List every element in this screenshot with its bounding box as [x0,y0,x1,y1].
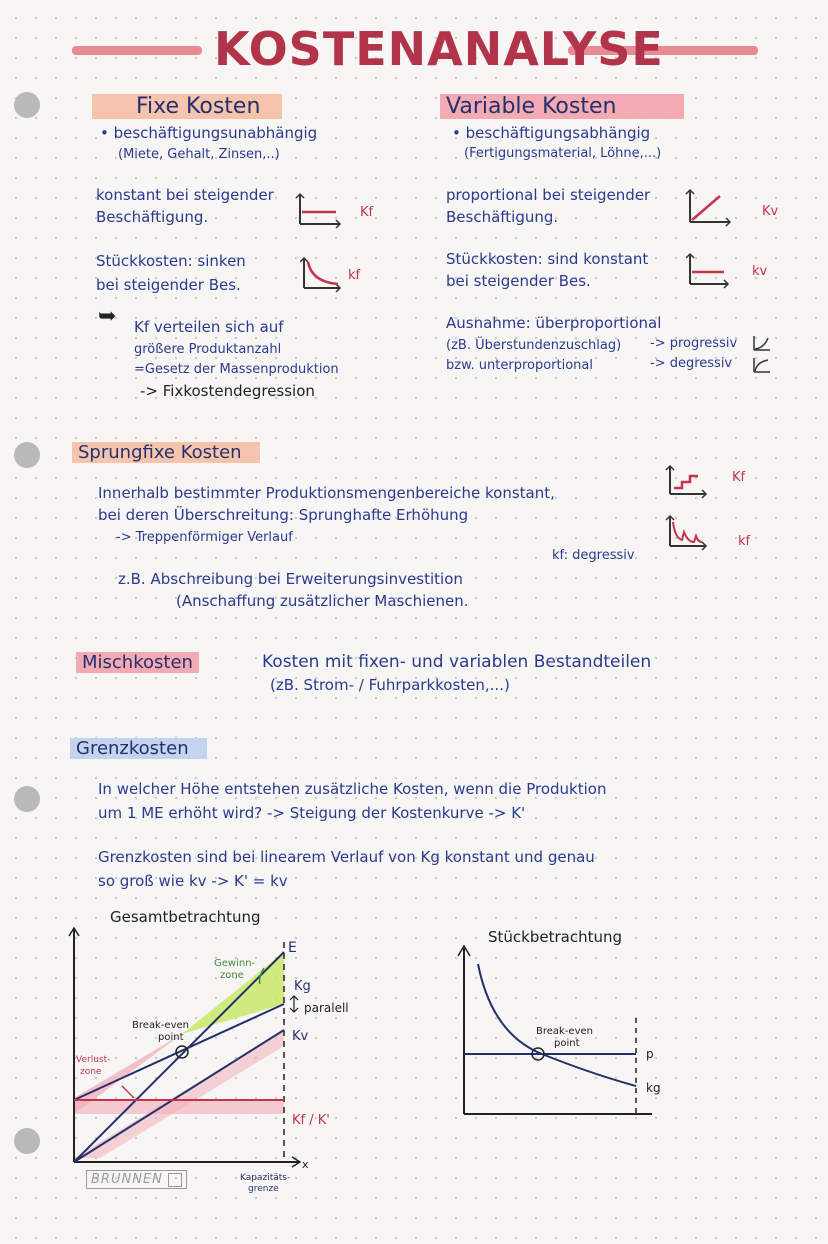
label-gewinn: Gewinn- [214,958,256,969]
stueck-heading: Stückbetrachtung [488,928,623,946]
punch-hole [14,1128,40,1154]
page-title: KOSTENANALYSE [214,22,664,76]
variable-prop-label: Kv [762,204,779,219]
label-kapazitaet2: grenze [248,1184,279,1194]
variable-prop2: Beschäftigung. [446,208,559,226]
variable-ausnahme3b: -> degressiv [650,356,733,371]
grenz-line3: Grenzkosten sind bei linearem Verlauf von Kg konstant und genau [98,848,595,866]
sprungfix-label-kf: Kf [732,470,746,485]
label-breakeven1: Break-even [536,1026,593,1037]
label-kapazitaet1: Kapazitäts- [240,1173,291,1183]
variable-stueck1: Stückkosten: sind konstant [446,250,649,268]
variable-ausnahme2: (zB. Überstundenzuschlag) [446,338,622,353]
label-parallel: paralell [304,1001,349,1015]
variable-prop1: proportional bei steigender [446,186,651,204]
grenz-heading [70,738,207,759]
sprungfix-degressiv: kf: degressiv [552,548,635,563]
misch-label: Mischkosten [76,652,199,673]
fixe-konstant2: Beschäftigung. [96,208,209,226]
fixe-stueck-label: kf [348,268,361,283]
gesamt-diagram [60,918,360,1208]
grenz-line2: um 1 ME erhöht wird? -> Steigung der Kostenkurve -> K' [98,804,526,822]
punch-hole [14,786,40,812]
variable-ausnahme2b: -> progressiv [650,336,738,351]
sprungfix-graph-icon [664,462,716,500]
sprungfix-beispiel1: z.B. Abschreibung bei Erweiterungsinvestition [118,570,463,588]
fixe-note2: größere Produktanzahl [134,342,282,357]
misch-line2: (zB. Strom- / Fuhrparkkosten,...) [270,676,510,694]
sprungfix-heading [72,442,260,463]
fixe-stueck1: Stückkosten: sinken [96,252,246,270]
label-breakeven2: point [158,1032,184,1043]
fixe-kosten-label: Fixe Kosten [92,94,282,119]
label-kg: Kg [294,979,311,994]
variable-kosten-graph-icon [684,186,740,230]
fixe-konstant-label: Kf [360,205,374,220]
fixe-line1: • beschäftigungsunabhängig [100,124,318,142]
fixkosten-graph-icon [296,190,356,230]
label-breakeven1: Break-even [132,1020,189,1031]
variable-ausnahme3: bzw. unterproportional [446,358,593,373]
label-kg: kg [646,1081,661,1095]
label-e: E [288,940,297,956]
stueck-diagram [452,934,672,1124]
sprungfix-label-kf-small: kf [738,534,751,549]
punch-hole [14,442,40,468]
fixe-line2: (Miete, Gehalt, Zinsen,..) [118,147,280,162]
variable-stueck-label: kv [752,264,768,279]
grenz-line1: In welcher Höhe entstehen zusätzliche Kosten, wenn die Produktion [98,780,607,798]
variable-ausnahme1: Ausnahme: überproportional [446,314,662,332]
grenz-line4: so groß wie kv -> K' = kv [98,872,288,890]
label-p: p [646,1047,654,1061]
sprungfix-line1: Innerhalb bestimmter Produktionsmengenbereiche konstant, [98,484,555,502]
brunnen-logo [86,1170,187,1189]
misch-heading [76,652,199,673]
variable-kosten-label: Variable Kosten [440,94,684,119]
gesamt-heading: Gesamtbetrachtung [110,908,261,926]
variable-stueck2: bei steigender Bes. [446,272,591,290]
stueckkosten-curve [478,964,636,1086]
sprungfix-line3: -> Treppenförmiger Verlauf [116,530,293,545]
label-x: x [302,1158,309,1171]
label-zone: zone [220,970,244,981]
fixe-arrow-icon: ➥ [98,304,117,329]
label-verlust1: Verlust- [76,1055,111,1065]
variable-kosten-line [74,1030,284,1162]
variable-line1: • beschäftigungsabhängig [452,124,651,142]
label-verlust2: zone [80,1067,102,1077]
degressiv-graph-icon [752,356,772,374]
misch-line1: Kosten mit fixen- und variablen Bestandteilen [262,652,652,672]
sprungfix-line2: bei deren Überschreitung: Sprunghafte Erhöhung [98,506,469,524]
variable-line2: (Fertigungsmaterial, Löhne,...) [464,146,662,161]
variable-kosten-heading [440,94,684,119]
punch-hole [14,92,40,118]
fixe-note4: -> Fixkostendegression [140,382,315,400]
sprungfix-label: Sprungfixe Kosten [72,442,260,463]
fixe-stueck2: bei steigender Bes. [96,276,241,294]
sprungfix-stueck-graph-icon [664,512,716,552]
stueckvariable-graph-icon [686,250,738,290]
label-kf-k: Kf / K' [292,1113,330,1128]
stueckfixkosten-graph-icon [300,254,350,294]
fixe-kosten-heading [92,94,282,119]
fixe-note3: =Gesetz der Massenproduktion [134,362,339,377]
brunnen-logo-text: BRUNNEN [91,1172,163,1187]
sprungfix-beispiel2: (Anschaffung zusätzlicher Maschienen. [176,592,469,610]
grenz-label: Grenzkosten [70,738,207,759]
progressiv-graph-icon [752,334,772,352]
label-breakeven2: point [554,1038,580,1049]
fixe-konstant1: konstant bei steigender [96,186,274,204]
fixe-note1: Kf verteilen sich auf [134,318,284,336]
title-underline-left [72,46,202,55]
label-kv: Kv [292,1029,309,1044]
